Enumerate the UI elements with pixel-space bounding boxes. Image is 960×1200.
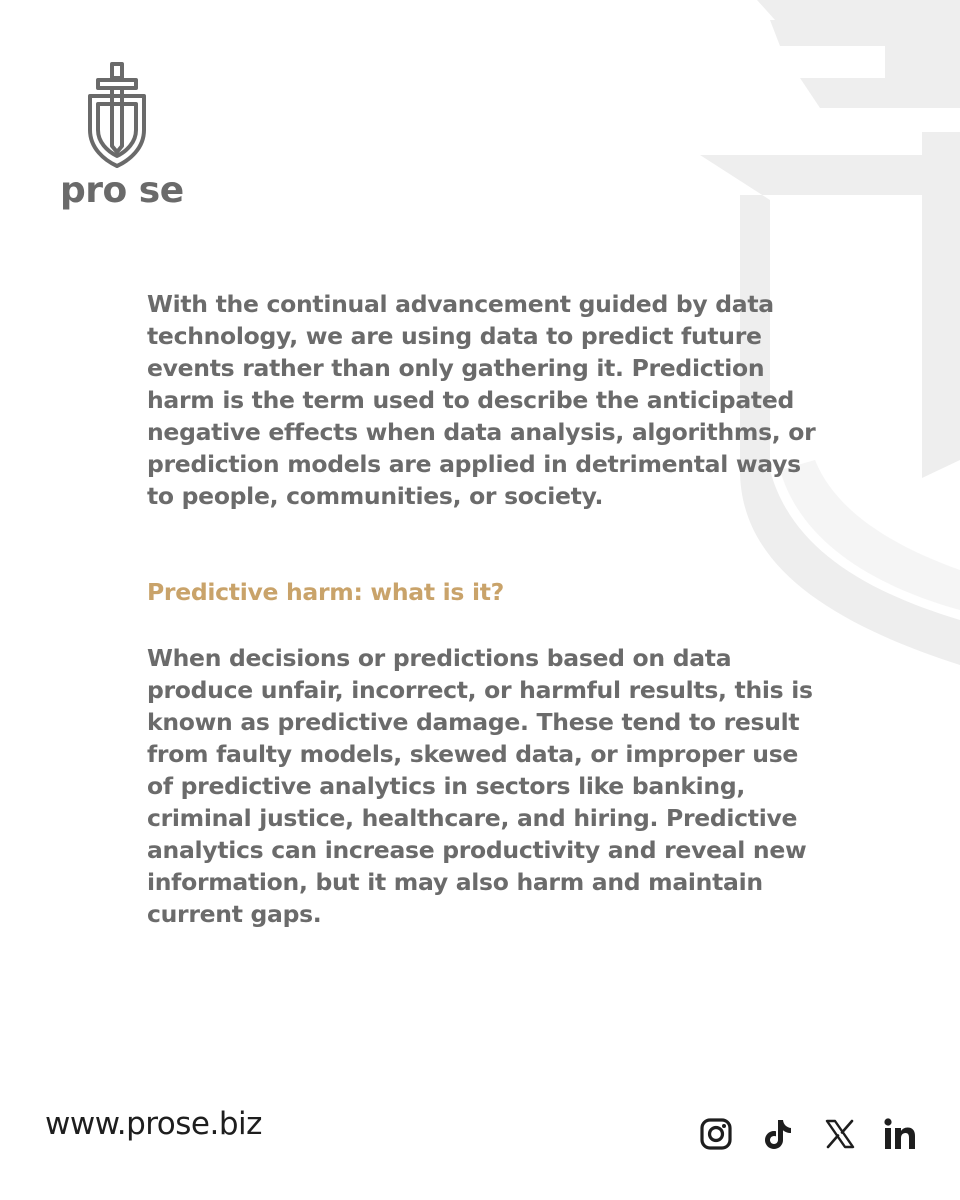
logo-wordmark: pro se [60, 170, 184, 211]
instagram-icon[interactable] [696, 1114, 736, 1154]
website-link[interactable]: www.prose.biz [45, 1106, 262, 1142]
linkedin-icon[interactable] [880, 1114, 920, 1154]
intro-paragraph: With the continual advancement guided by data technology, we are using data to predict future events rather than only gathering it. Prediction harm is the term used to describe the anticipated negative effects when data analysis, algorithms, or prediction models are applied in detrimental ways to people, communities, or society. [147, 290, 816, 510]
shield-sword-icon [84, 60, 150, 172]
body-paragraph: When decisions or predictions based on data produce unfair, incorrect, or harmful results, this is known as predictive damage. These tend to result from faulty models, skewed data, or improper use of predictive analytics in sectors like banking, criminal justice, healthcare, and hiring. Predictive analytics can increase productivity and reveal new information, but it may also harm and maintain current gaps. [147, 644, 813, 928]
tiktok-icon[interactable] [758, 1114, 798, 1154]
brand-logo [58, 60, 188, 220]
x-icon[interactable] [820, 1114, 860, 1154]
section-heading: Predictive harm: what is it? [147, 578, 504, 606]
article-content [147, 288, 827, 930]
